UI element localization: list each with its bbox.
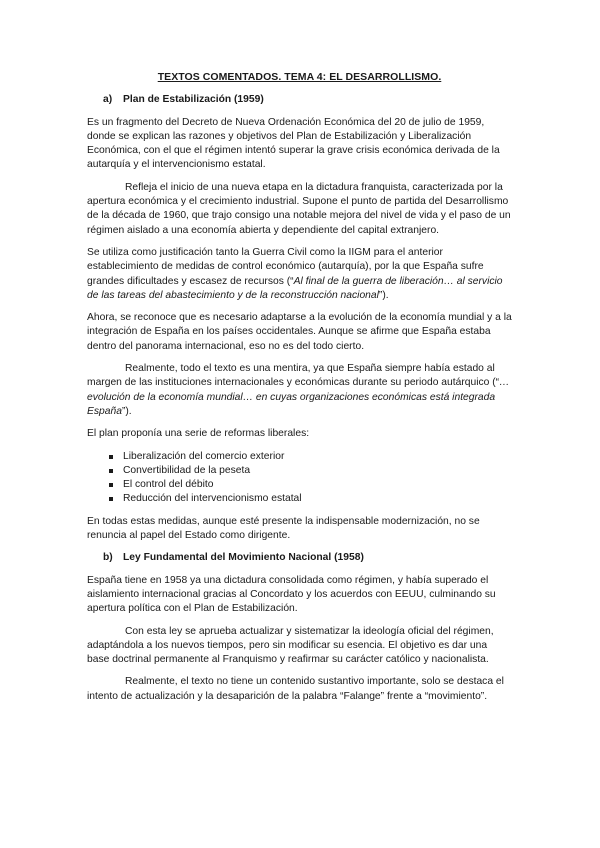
bullet-icon	[109, 483, 113, 487]
section-a-paragraph-2: Refleja el inicio de una nueva etapa en la dictadura franquista, caracterizada por la apertura económica y el crecimiento industrial. Supone el punto de partida del Desarrollismo de la década de 1960, que trajo consigo una notable mejora del nivel de vida y el paso de un régimen aislado a una economía abierta y dependiente del capital extranjero.	[87, 181, 511, 236]
list-item	[109, 464, 512, 478]
reforms-list	[87, 450, 512, 507]
section-a-paragraph-7: En todas estas medidas, aunque esté presente la indispensable modernización, no se renuncia al papel del Estado como dirigente.	[87, 515, 480, 542]
paragraph-3-quote: Al final de la guerra de liberación… al servicio de las tareas del abastecimiento y de la reconstrucción nacional	[87, 275, 503, 301]
paragraph-3-text: Se utiliza como justificación tanto la Guerra Civil como la IIGM para el anterior establecimiento de medidas de control económico (autarquía), por la que España sufre grandes dificultades y escasez de recursos (“	[87, 246, 484, 287]
paragraph-3-close: ”).	[378, 289, 389, 301]
list-item	[109, 450, 512, 464]
list-item-text: El control del débito	[123, 479, 214, 491]
section-b-paragraph-3: Realmente, el texto no tiene un contenido sustantivo importante, solo se destaca el intento de actualización y la desaparición de la palabra “Falange” frente a “movimiento”.	[87, 676, 504, 702]
bullet-icon	[109, 455, 113, 459]
section-a-letter: a)	[103, 94, 113, 106]
section-a-paragraph-5	[87, 362, 512, 419]
list-item-text: Reducción del intervencionismo estatal	[123, 493, 302, 505]
list-item-text: Convertibilidad de la peseta	[123, 464, 251, 476]
section-b-heading	[87, 551, 512, 565]
section-a-heading	[87, 93, 512, 107]
list-item-text: Liberalización del comercio exterior	[123, 450, 285, 462]
page-title: TEXTOS COMENTADOS. TEMA 4: EL DESARROLLISMO.	[157, 71, 442, 83]
bullet-icon	[109, 497, 113, 501]
section-b-paragraph-2: Con esta ley se aprueba actualizar y sistematizar la ideología oficial del régimen, adaptándola a los nuevos tiempos, pero sin modificar su esencia. El objetivo es dar una base doctrinal permanente al Franquismo y reafirmar su carácter católico y nacionalista.	[87, 625, 494, 666]
bullet-icon	[109, 469, 113, 473]
section-a-paragraph-6: El plan proponía una serie de reformas liberales:	[87, 428, 310, 440]
section-b-paragraph-1: España tiene en 1958 ya una dictadura consolidada como régimen, y había superado el aislamiento internacional gracias al Concordato y los acuerdos con EEUU, culminando su apertura política con el Plan de Estabilización.	[87, 574, 496, 615]
section-a-paragraph-4: Ahora, se reconoce que es necesario adaptarse a la evolución de la economía mundial y a la integración de España en los países occidentales. Aunque se afirme que España estaba dentro del panorama internacional, eso no es del todo cierto.	[87, 312, 512, 352]
section-a-title: Plan de Estabilización (1959)	[123, 94, 264, 106]
section-b-title: Ley Fundamental del Movimiento Nacional (1958)	[123, 552, 364, 564]
list-item	[109, 478, 512, 492]
section-a-paragraph-3	[87, 246, 512, 303]
section-b-letter: b)	[103, 552, 113, 564]
section-a-paragraph-1: Es un fragmento del Decreto de Nueva Ordenación Económica del 20 de julio de 1959, donde se explican las razones y objetivos del Plan de Estabilización y Liberalización Económica, con el que el régimen intentó superar la grave crisis económica derivada de la autarquía y el intervencionismo estatal.	[87, 116, 500, 171]
paragraph-5-quote: …evolución de la economía mundial… en cuyas organizaciones económicas está integrada España	[87, 377, 510, 417]
list-item	[109, 492, 512, 506]
paragraph-5-text: Realmente, todo el texto es una mentira, ya que España siempre había estado al margen de las instituciones internacionales y económicas durante su periodo autárquico (“	[87, 363, 500, 389]
paragraph-5-close: ”).	[121, 405, 132, 417]
